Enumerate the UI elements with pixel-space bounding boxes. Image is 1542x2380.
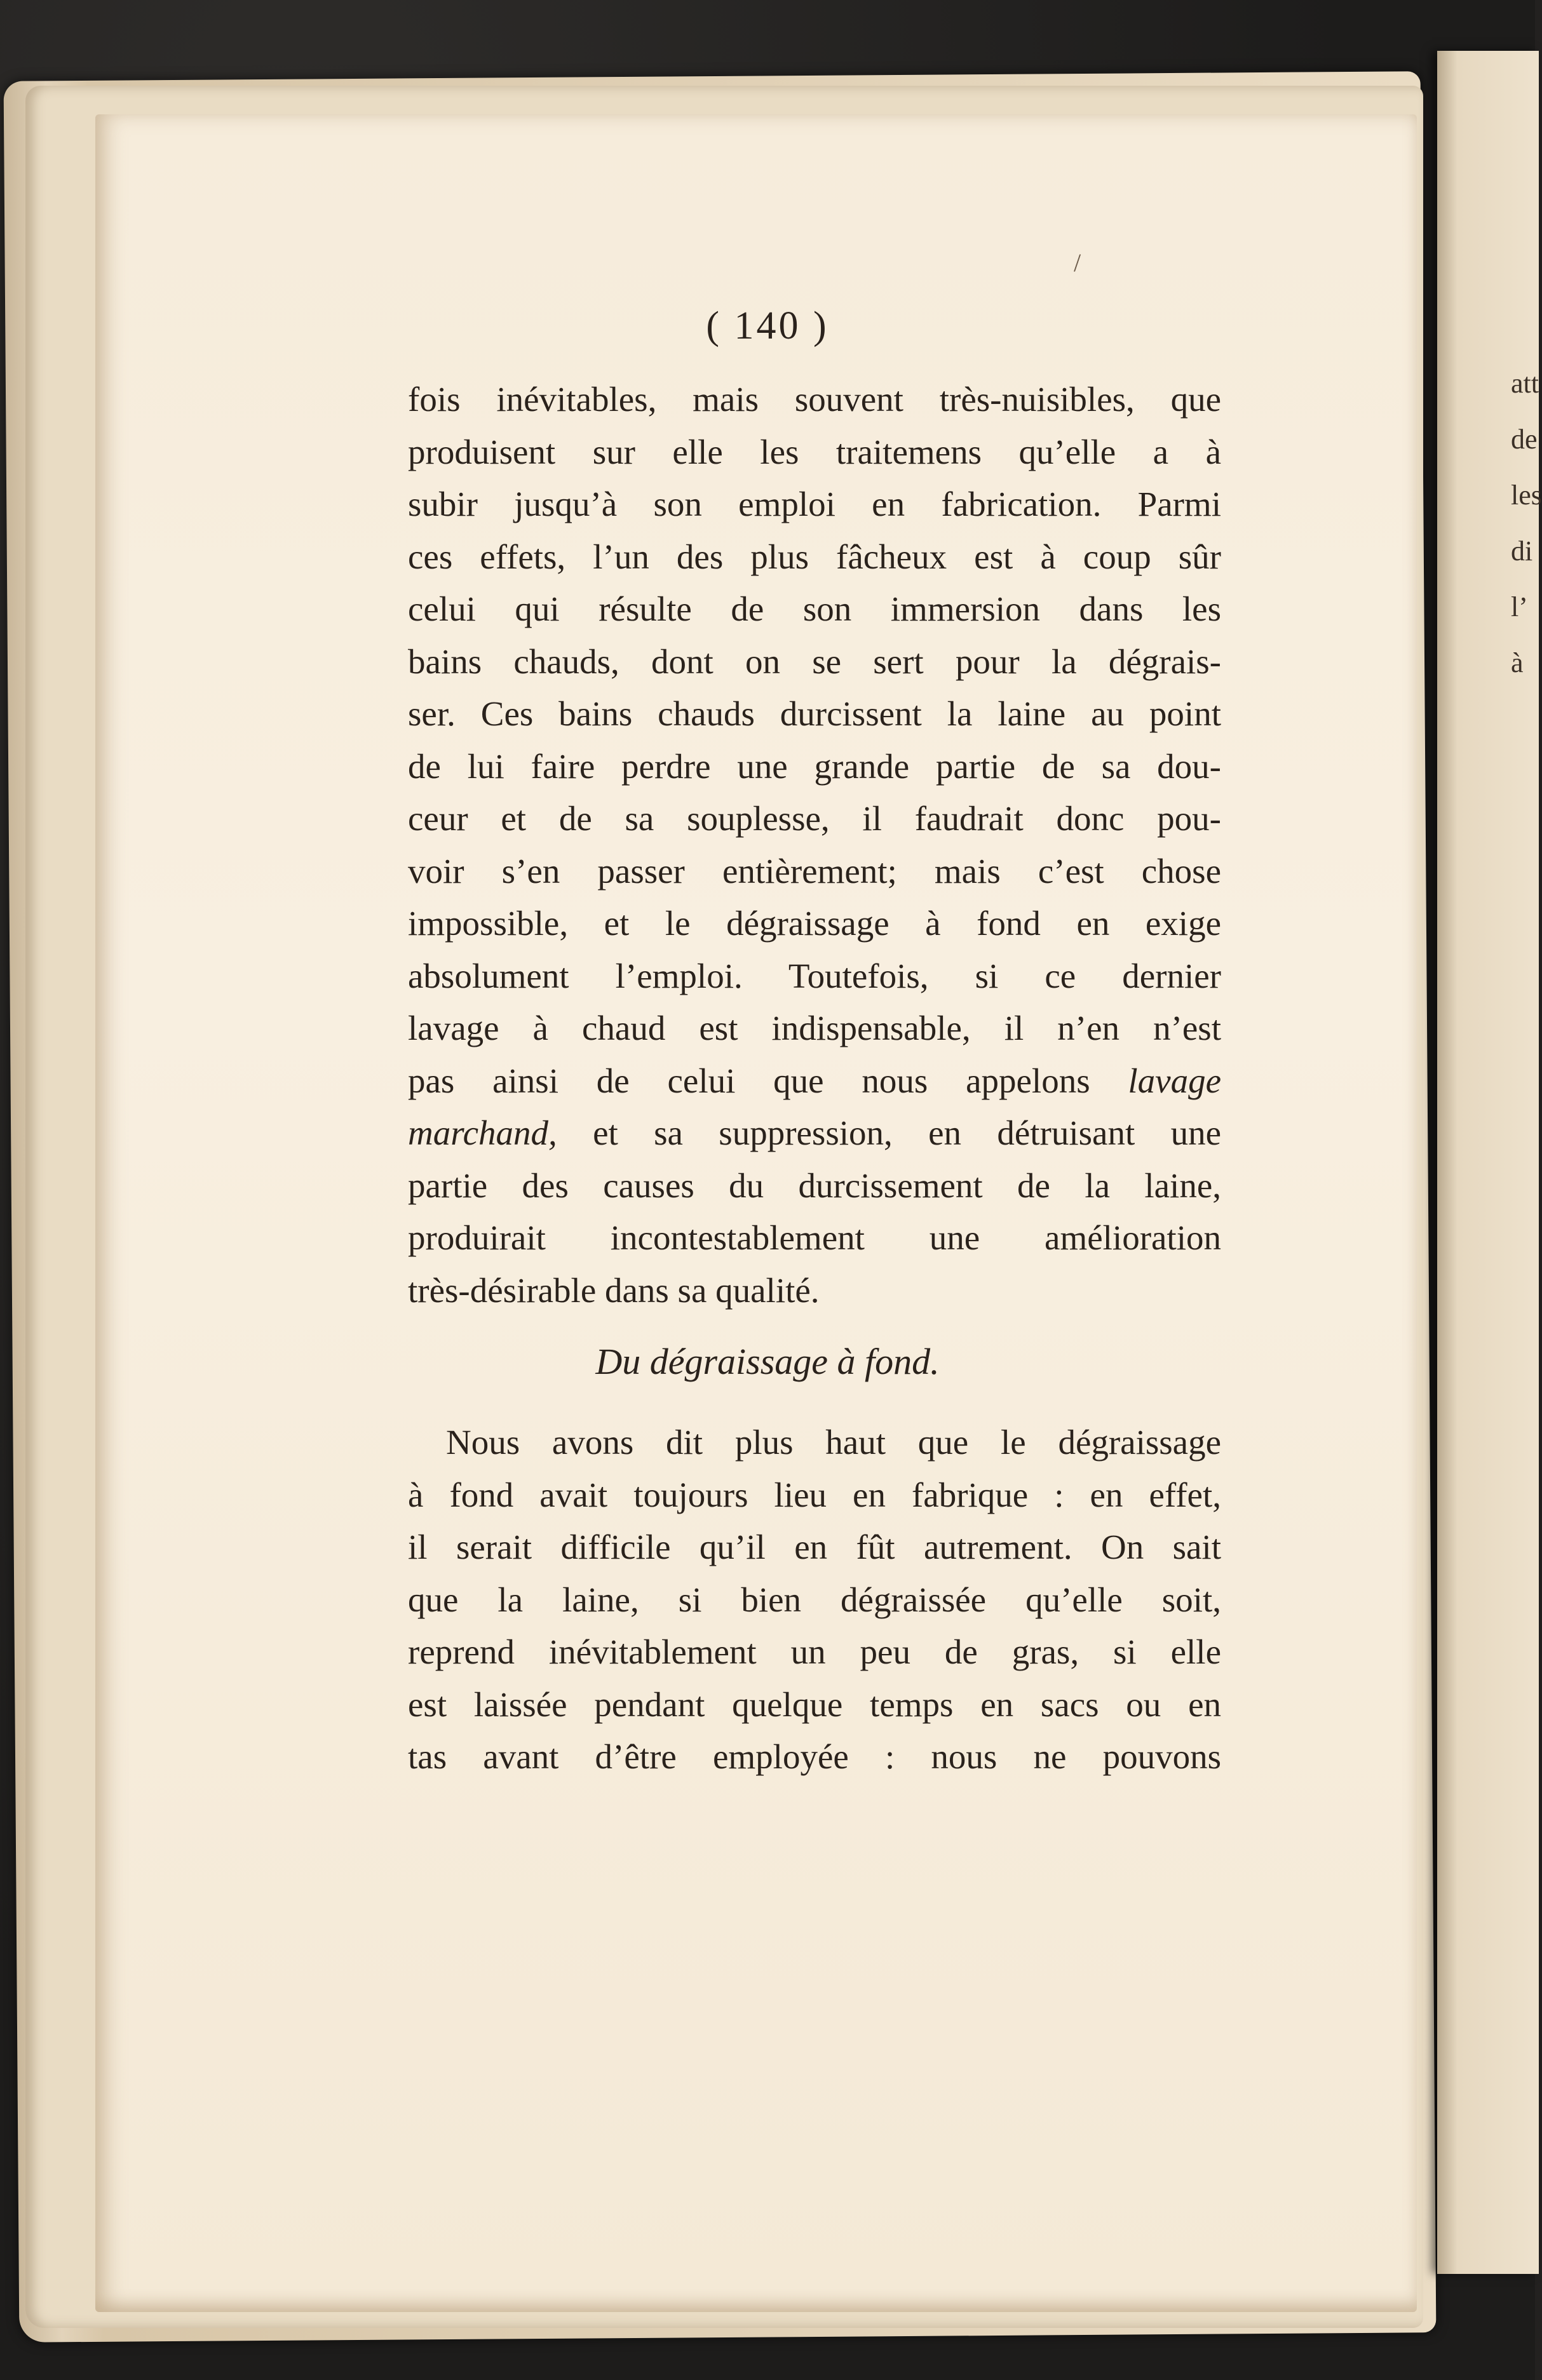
text-segment: et sa suppression, en détruisant une	[557, 1113, 1221, 1152]
text-line: voir s’en passer entièrement; mais c’est chose	[408, 851, 1221, 891]
text-line: tas avant d’être employée : nous ne pouvons	[408, 1737, 1221, 1776]
facing-fragment: à	[1511, 647, 1524, 678]
text-line: reprend inévitablement un peu de gras, si elle	[408, 1632, 1221, 1671]
text-line: à fond avait toujours lieu en fabrique : en effet,	[408, 1475, 1221, 1514]
text-line: il serait difficile qu’il en fût autrement. On sait	[408, 1528, 1221, 1566]
text-line: très-désirable dans sa qualité.	[408, 1270, 820, 1310]
page-number: ( 140 )	[706, 304, 829, 347]
text-line: de lui faire perdre une grande partie de sa dou-	[408, 746, 1221, 786]
paragraph-2	[408, 1416, 1221, 1784]
text-line: fois inévitables, mais souvent très-nuisibles, que	[408, 380, 1221, 419]
text-line: lavage à chaud est indispensable, il n’en n’est	[408, 1009, 1221, 1047]
text-segment: pas ainsi de celui que nous appelons	[408, 1061, 1090, 1100]
text-line: subir jusqu’à son emploi en fabrication. Parmi	[408, 485, 1221, 523]
text-line: est laissée pendant quelque temps en sacs ou en	[408, 1684, 1221, 1724]
text-line: celui qui résulte de son immersion dans les	[408, 589, 1221, 628]
text-line: bains chauds, dont on se sert pour la dégrais-	[408, 642, 1221, 681]
italic-term: marchand,	[408, 1113, 557, 1152]
text-line: ser. Ces bains chauds durcissent la laine au point	[408, 694, 1221, 733]
facing-fragment: les	[1511, 480, 1542, 511]
text-line-with-italic	[408, 1107, 1221, 1160]
text-line: absolument l’emploi. Toutefois, si ce dernier	[408, 956, 1221, 995]
facing-page-text	[1511, 356, 1542, 691]
facing-fragment: de	[1511, 424, 1538, 455]
text-line: ceur et de sa souplesse, il faudrait donc pou-	[408, 799, 1221, 838]
text-line: impossible, et le dégraissage à fond en exige	[408, 904, 1221, 943]
paragraph-1	[408, 373, 1221, 1317]
text-line: produirait incontestablement une amélioration	[408, 1218, 1221, 1257]
text-line: Nous avons dit plus haut que le dégraissage	[446, 1423, 1221, 1462]
facing-fragment: l’	[1511, 591, 1528, 622]
stray-pencil-mark: /	[1074, 248, 1081, 277]
text-line-with-italic	[408, 1055, 1221, 1108]
facing-fragment: di	[1511, 535, 1533, 567]
text-line: partie des causes du durcissement de la laine,	[408, 1166, 1221, 1205]
text-line: produisent sur elle les traitemens qu’elle a à	[408, 432, 1221, 471]
text-line: que la laine, si bien dégraissée qu’elle soit,	[408, 1580, 1221, 1619]
text-line: ces effets, l’un des plus fâcheux est à coup sûr	[408, 537, 1221, 576]
italic-term: lavage	[1128, 1061, 1221, 1100]
facing-fragment: att	[1511, 368, 1539, 399]
section-heading: Du dégraissage à fond.	[595, 1341, 940, 1382]
